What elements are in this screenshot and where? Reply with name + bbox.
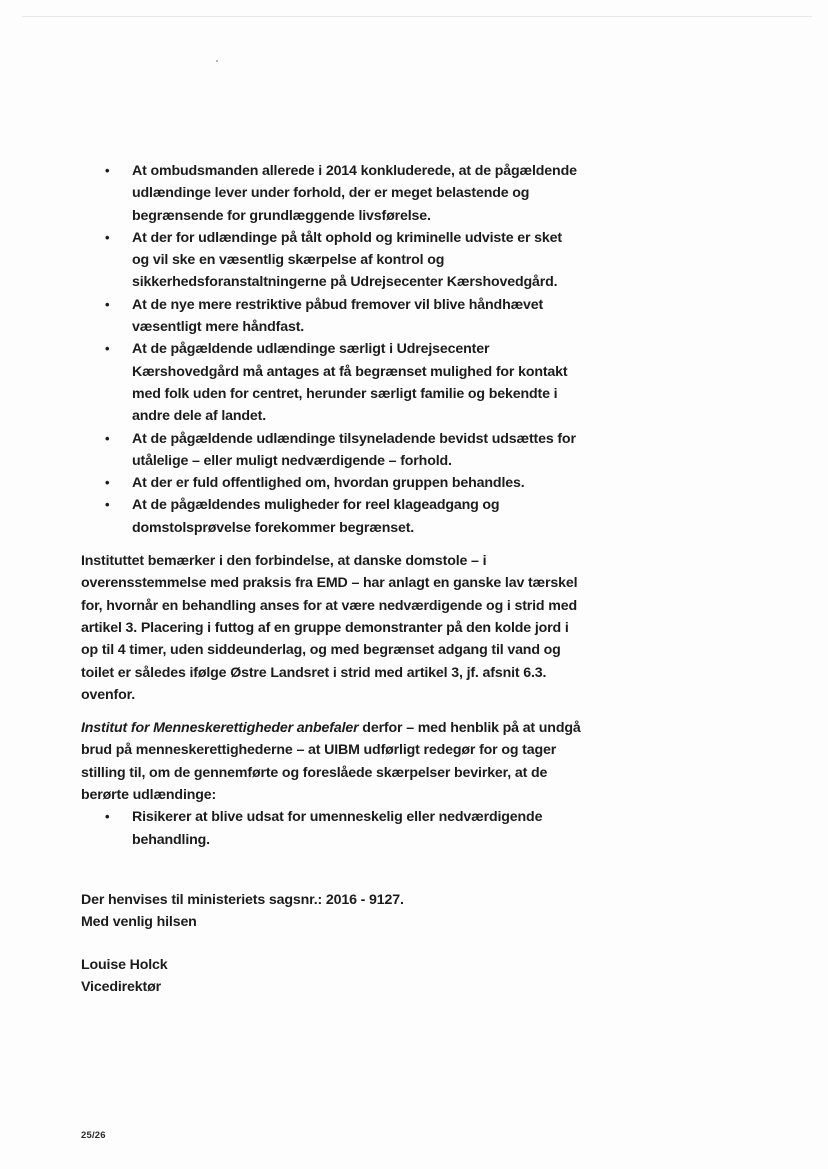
findings-list — [81, 160, 581, 539]
signer-title: Vicedirektør — [81, 978, 161, 995]
recommendation-text: derfor – med henblik på at undgå brud på menneskerettighederne – at UIBM udførligt redegør for og tager stilling til, om de gennemførte og foreslåede skærpelser bevirker, at de berørte udlændinge: — [81, 720, 581, 804]
signer-name: Louise Holck — [81, 956, 168, 973]
case-reference: Der henvises til ministeriets sagsnr.: 2016 - 9127. — [81, 891, 404, 908]
list-item: • At der for udlændinge på tålt ophold og kriminelle udviste er sket og vil ske en væsentlig skærpelse af kontrol og sikkerhedsforanstaltningerne på Udrejsecenter Kærshovedgård. — [132, 227, 581, 294]
closing-greeting: Med venlig hilsen — [81, 914, 197, 931]
list-item: • At ombudsmanden allerede i 2014 konkluderede, at de pågældende udlændinge lever under forhold, der er meget belastende og begrænsende for grundlæggende livsførelse. — [132, 160, 581, 227]
signature-block — [81, 954, 581, 999]
recommendation-lead: Institut for Menneskerettigheder anbefaler — [81, 720, 359, 737]
recommendation-paragraph — [81, 717, 581, 806]
scan-edge-line — [22, 16, 812, 17]
list-item: • At de pågældende udlændinge særligt i Udrejsecenter Kærshovedgård må antages at få begrænset mulighed for kontakt med folk uden for centret, herunder særligt familie og bekendte i andre dele af landet. — [132, 338, 581, 427]
risk-list — [81, 806, 581, 851]
page-number: 25/26 — [81, 1130, 106, 1141]
list-item: • At de nye mere restriktive påbud fremover vil blive håndhævet væsentligt mere håndfast. — [132, 294, 581, 339]
institute-paragraph: Instituttet bemærker i den forbindelse, at danske domstole – i overensstemmelse med praksis fra EMD – har anlagt en ganske lav tærskel for, hvornår en behandling anses for at være nedværdigende og i strid med artikel 3. Placering i futtog af en gruppe demonstranter på den kolde jord i op til 4 timer, uden siddeunderlag, og med begrænset adgang til vand og toilet er således ifølge Østre Landsret i strid med artikel 3, jf. afsnit 6.3. ovenfor. — [81, 553, 578, 703]
scan-speck — [216, 60, 218, 62]
list-item: • Risikerer at blive udsat for umenneskelig eller nedværdigende behandling. — [132, 806, 581, 851]
list-item: • At de pågældende udlændinge tilsyneladende bevidst udsættes for utålelige – eller muligt nedværdigende – forhold. — [132, 428, 581, 473]
list-item: • At der er fuld offentlighed om, hvordan gruppen behandles. — [132, 472, 581, 494]
list-item: • At de pågældendes muligheder for reel klageadgang og domstolsprøvelse forekommer begrænset. — [132, 494, 581, 539]
letter-body — [81, 160, 581, 998]
